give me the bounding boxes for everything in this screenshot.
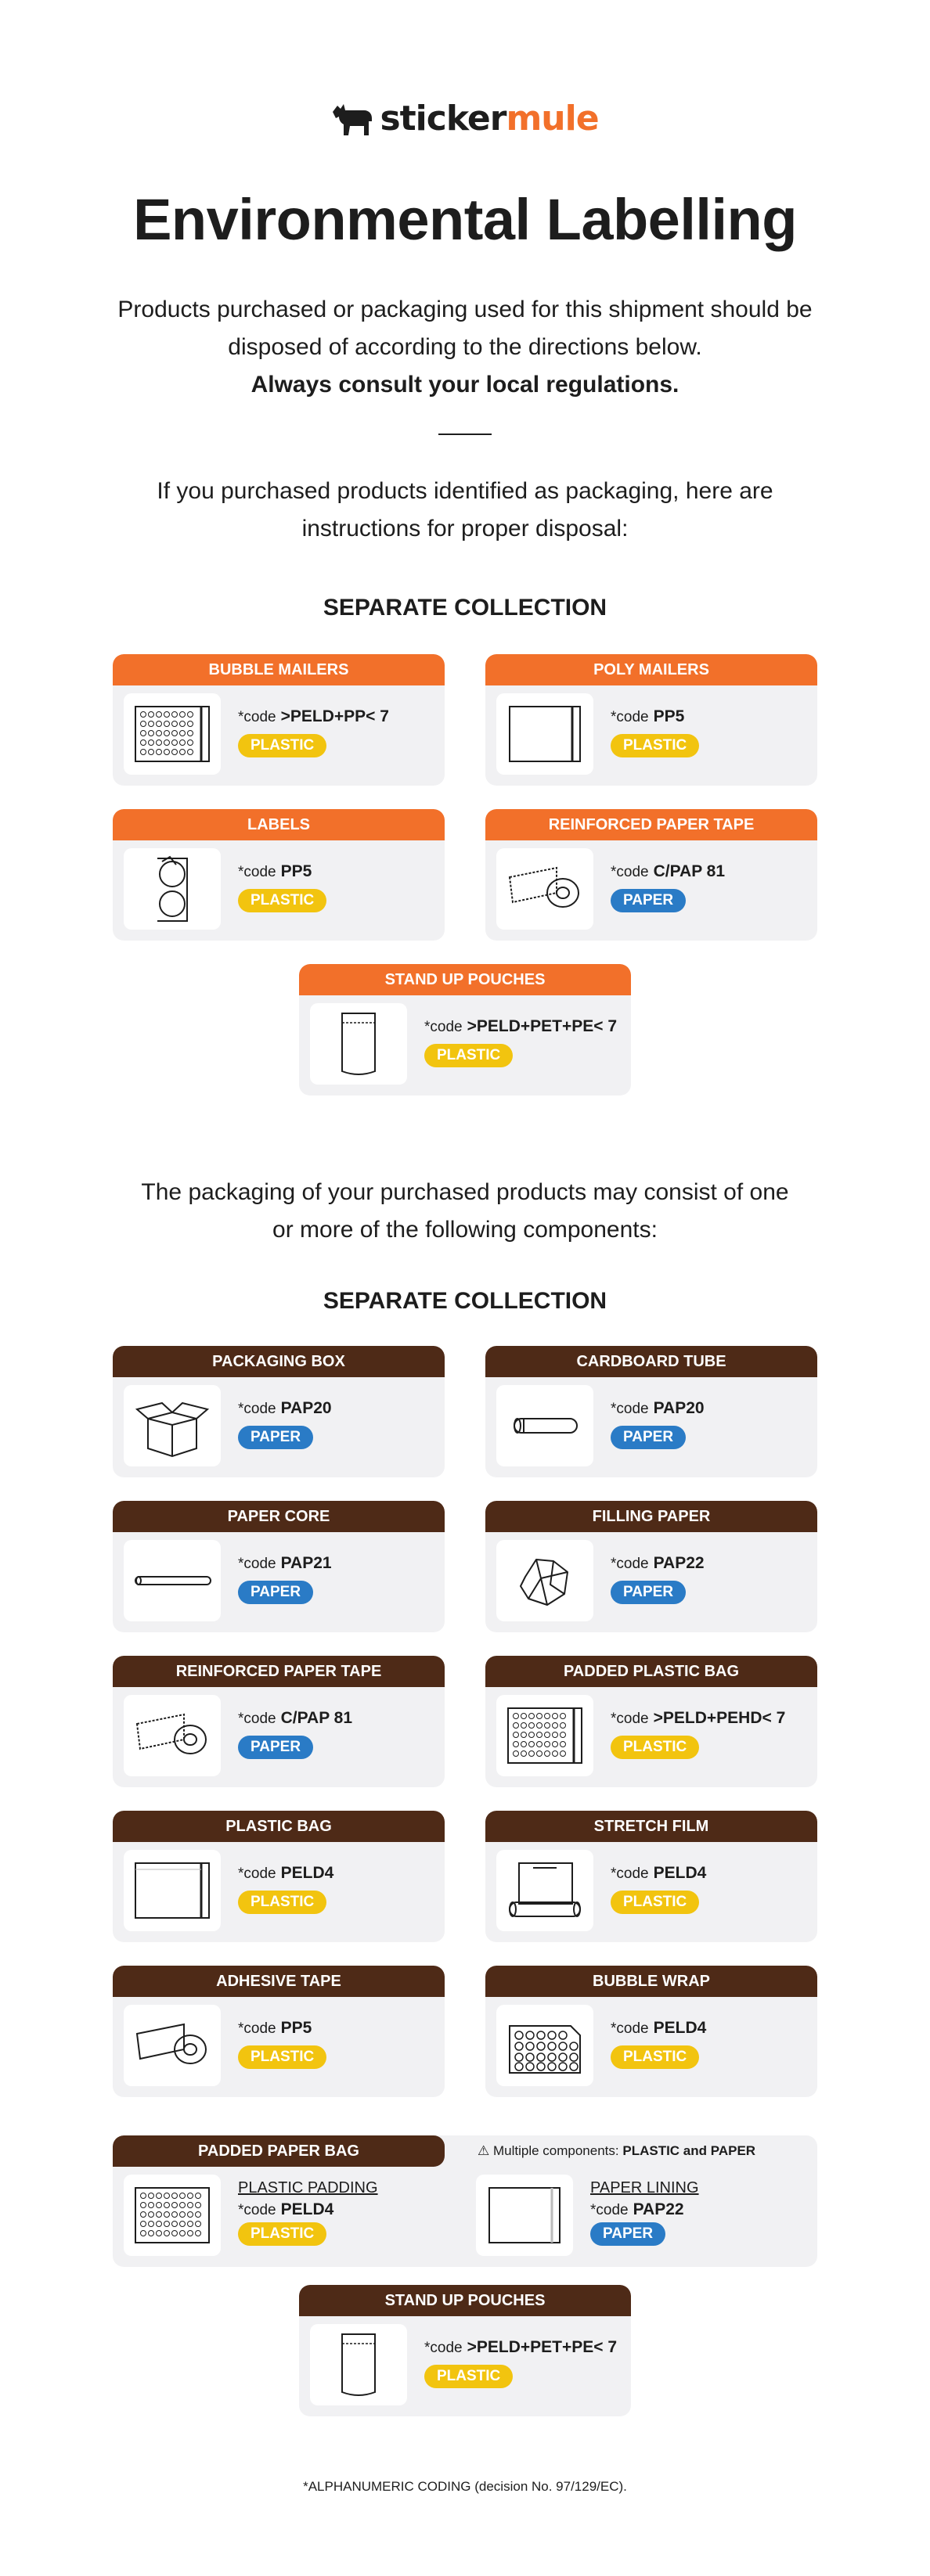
section1-lead-2: instructions for proper disposal: [301, 516, 629, 541]
code-value: C/PAP 81 [280, 1709, 353, 1727]
material-badge: PAPER [611, 1581, 686, 1604]
code-value: PAP22 [633, 2200, 684, 2218]
code-value: PP5 [280, 862, 312, 880]
material-badge: PAPER [611, 889, 686, 912]
card-stand-up-pouches-2 [299, 2285, 631, 2416]
plastic-padding-icon [129, 2180, 215, 2250]
code-label: *code [238, 1556, 276, 1572]
card-title: STRETCH FILM [485, 1811, 817, 1842]
card-title: PAPER CORE [113, 1501, 445, 1532]
card-title: ADHESIVE TAPE [113, 1966, 445, 1997]
material-badge: PLASTIC [611, 1736, 699, 1759]
section1-heading: SEPARATE COLLECTION [323, 595, 607, 621]
card-title: REINFORCED PAPER TAPE [485, 809, 817, 840]
card-title: CARDBOARD TUBE [485, 1346, 817, 1377]
material-badge: PLASTIC [238, 889, 326, 912]
material-badge: PLASTIC [238, 1891, 326, 1914]
card-bubble-mailers [113, 654, 445, 786]
card-reinforced-paper-tape [485, 809, 817, 941]
card-title: POLY MAILERS [485, 654, 817, 685]
card-adhesive-tape [113, 1966, 445, 2097]
bubble-mailer-icon [129, 699, 215, 769]
paper-lining-icon [481, 2180, 568, 2250]
code-value: PELD4 [280, 2200, 334, 2218]
brand-part2: mule [506, 99, 599, 139]
card-title: PLASTIC BAG [113, 1811, 445, 1842]
mule-icon [331, 101, 373, 137]
card-title: PADDED PAPER BAG [113, 2135, 445, 2167]
plastic-padding-label: PLASTIC PADDING [238, 2179, 378, 2196]
page-title: Environmental Labelling [133, 187, 797, 252]
card-stretch-film [485, 1811, 817, 1942]
card-cardboard-tube [485, 1346, 817, 1477]
card-title: FILLING PAPER [485, 1501, 817, 1532]
code-value: PAP21 [280, 1554, 332, 1572]
card-padded-paper-bag [113, 2135, 817, 2267]
brand-part1: sticker [380, 99, 506, 139]
card-filling-paper [485, 1501, 817, 1632]
code-label: *code [611, 1556, 649, 1572]
code-label: *code [238, 1711, 276, 1727]
code-value: PP5 [280, 2019, 312, 2037]
code-label: *code [611, 2020, 649, 2037]
intro-line-1: Products purchased or packaging used for this shipment should be [117, 297, 813, 322]
card-title: LABELS [113, 809, 445, 840]
code-value: PAP20 [280, 1399, 332, 1417]
card-title: BUBBLE WRAP [485, 1966, 817, 1997]
card-title: PADDED PLASTIC BAG [485, 1656, 817, 1687]
code-value: C/PAP 81 [653, 862, 726, 880]
card-bubble-wrap [485, 1966, 817, 2097]
code-value: PAP22 [653, 1554, 705, 1572]
crumpled-paper-icon [502, 1545, 588, 1616]
intro-line-2: disposed of according to the directions below. [228, 334, 702, 360]
material-badge: PLASTIC [238, 2045, 326, 2069]
card-padded-plastic-bag [485, 1656, 817, 1787]
material-badge: PAPER [611, 1426, 686, 1449]
brand-logo [0, 99, 930, 139]
code-value: >PELD+PET+PE< 7 [467, 1017, 618, 1035]
pouch-icon [315, 1009, 402, 1079]
section1-lead-1: If you purchased products identified as packaging, here are [157, 478, 773, 504]
card-title: BUBBLE MAILERS [113, 654, 445, 685]
code-label: *code [238, 709, 276, 725]
code-value: PELD4 [653, 2019, 707, 2037]
code-label: *code [238, 2202, 276, 2218]
box-icon [129, 1391, 215, 1461]
stretch-film-icon [502, 1855, 588, 1926]
material-badge: PAPER [238, 1426, 313, 1449]
code-label: *code [238, 1401, 276, 1417]
code-label: *code [611, 864, 649, 880]
card-reinforced-paper-tape-2 [113, 1656, 445, 1787]
code-value: PELD4 [280, 1864, 334, 1882]
material-badge: PLASTIC [424, 1044, 513, 1067]
warning-icon: ⚠ [478, 2143, 490, 2158]
code-label: *code [611, 709, 649, 725]
bubble-wrap-icon [502, 2010, 588, 2081]
intro-text [0, 291, 930, 404]
section2-heading: SEPARATE COLLECTION [323, 1288, 607, 1314]
poly-mailer-icon [502, 699, 588, 769]
card-labels [113, 809, 445, 941]
code-value: >PELD+PP< 7 [280, 707, 389, 725]
code-value: PAP20 [653, 1399, 705, 1417]
material-badge: PLASTIC [424, 2365, 513, 2388]
material-badge: PAPER [238, 1581, 313, 1604]
paper-lining-label: PAPER LINING [590, 2179, 699, 2196]
section2-lead [0, 1174, 930, 1249]
padded-bag-icon [502, 1700, 588, 1771]
code-value: >PELD+PEHD< 7 [653, 1709, 786, 1727]
paper-tape-icon [502, 854, 588, 924]
code-label: *code [611, 1401, 649, 1417]
paper-core-icon [129, 1545, 215, 1616]
card-title: STAND UP POUCHES [299, 2285, 631, 2316]
code-label: *code [590, 2202, 629, 2218]
code-label: *code [611, 1865, 649, 1882]
tube-icon [502, 1391, 588, 1461]
material-badge: PLASTIC [611, 2045, 699, 2069]
material-badge: PLASTIC [238, 734, 326, 757]
section1-lead [0, 473, 930, 548]
card-packaging-box [113, 1346, 445, 1477]
code-label: *code [424, 2340, 463, 2356]
plastic-bag-icon [129, 1855, 215, 1926]
pouch-icon [315, 2330, 402, 2400]
material-badge: PLASTIC [238, 2222, 326, 2246]
footnote: *ALPHANUMERIC CODING (decision No. 97/129/EC). [303, 2479, 627, 2494]
code-label: *code [611, 1711, 649, 1727]
divider [438, 434, 492, 435]
code-label: *code [238, 864, 276, 880]
material-badge: PAPER [590, 2222, 665, 2246]
label-roll-icon [129, 854, 215, 924]
brand-wordmark [380, 99, 598, 139]
card-paper-core [113, 1501, 445, 1632]
multi-component-note [478, 2135, 755, 2167]
section2-lead-1: The packaging of your purchased products may consist of one [141, 1179, 789, 1205]
card-stand-up-pouches [299, 964, 631, 1096]
note-strong: PLASTIC and PAPER [622, 2143, 756, 2158]
card-title: REINFORCED PAPER TAPE [113, 1656, 445, 1687]
paper-tape-icon [129, 1700, 215, 1771]
adhesive-tape-icon [129, 2010, 215, 2081]
code-value: PELD4 [653, 1864, 707, 1882]
material-badge: PLASTIC [611, 734, 699, 757]
code-value: >PELD+PET+PE< 7 [467, 2338, 618, 2356]
card-plastic-bag [113, 1811, 445, 1942]
card-title: STAND UP POUCHES [299, 964, 631, 995]
code-label: *code [238, 2020, 276, 2037]
material-badge: PAPER [238, 1736, 313, 1759]
card-poly-mailers [485, 654, 817, 786]
intro-line-3: Always consult your local regulations. [251, 372, 679, 398]
code-value: PP5 [653, 707, 685, 725]
material-badge: PLASTIC [611, 1891, 699, 1914]
code-label: *code [238, 1865, 276, 1882]
section2-lead-2: or more of the following components: [272, 1217, 658, 1243]
note-prefix: Multiple components: [492, 2143, 619, 2158]
code-label: *code [424, 1019, 463, 1035]
card-title: PACKAGING BOX [113, 1346, 445, 1377]
